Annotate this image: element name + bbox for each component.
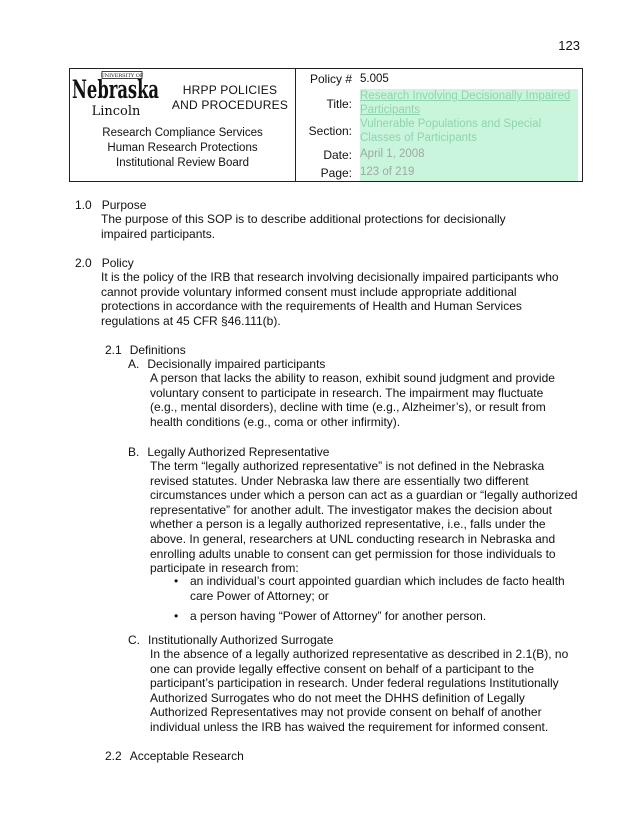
definition-a-heading <box>128 357 325 372</box>
title-row <box>296 89 582 117</box>
svg-text:UNIVERSITY OF: UNIVERSITY OF <box>100 73 144 79</box>
definition-a-letter: A. <box>128 357 140 371</box>
header-right-cell <box>296 69 582 181</box>
definition-c-heading <box>128 633 333 648</box>
section-2-title: Policy <box>101 256 134 270</box>
hrpp-title-line2: AND PROCEDURES <box>171 98 289 112</box>
definition-a-title: Decisionally impaired participants <box>147 357 326 371</box>
section-2-2-number: 2.2 <box>105 749 122 763</box>
policy-label: Policy # <box>309 72 352 86</box>
date-row <box>296 145 582 163</box>
hrpp-title <box>170 83 290 113</box>
list-item: • an individual’s court appointed guardian which includes de facto health care Power of Attorney; or <box>172 574 582 603</box>
definition-b-bullet-list <box>172 574 582 630</box>
section-2-heading <box>75 256 134 271</box>
definition-b-heading <box>128 445 329 460</box>
page-number: 123 <box>558 38 580 53</box>
title-value[interactable]: Research Involving Decisionally Impaired Participants <box>360 89 578 117</box>
section-2-1-number: 2.1 <box>105 343 122 357</box>
section-1-number: 1.0 <box>75 198 92 212</box>
org-line-2: Human Research Protections <box>107 142 258 154</box>
header-left-cell <box>70 69 296 181</box>
svg-text:Lincoln: Lincoln <box>91 104 141 117</box>
definition-b-letter: B. <box>128 445 140 459</box>
definition-c-letter: C. <box>128 633 140 647</box>
definition-c-title: Institutionally Authorized Surrogate <box>148 633 334 647</box>
section-2-2-heading <box>105 749 244 764</box>
svg-text:Nebraska: Nebraska <box>72 75 159 104</box>
definition-c-paragraph: In the absence of a legally authorized representative as described in 2.1(B), no one can provide legally effective consent on behalf of a participant to the participant’s participation in research. Under federal regulations Institutionally Authorized Surrogates who do not meet the DHHS definition of Legally Authorized Representatives may not provide consent on behalf of another individual unless the IRB has waived the requirement for informed consent. <box>150 647 569 734</box>
definition-b-title: Legally Authorized Representative <box>147 445 330 459</box>
section-1-title: Purpose <box>101 198 147 212</box>
purpose-paragraph: The purpose of this SOP is to describe additional protections for decisionally impaired participants. <box>101 212 506 241</box>
section-2-1-title: Definitions <box>129 343 186 357</box>
policy-paragraph: It is the policy of the IRB that research involving decisionally impaired participants who cannot provide voluntary informed consent must include appropriate additional protections in accordance with the requirements of Health and Human Services regulations at 45 CFR §46.111(b). <box>101 270 559 328</box>
section-2-number: 2.0 <box>75 256 92 270</box>
policy-row <box>296 69 582 89</box>
page-row <box>296 163 582 181</box>
date-value: April 1, 2008 <box>360 145 578 163</box>
section-2-1-heading <box>105 343 186 358</box>
definition-b-paragraph: The term “legally authorized representative” is not defined in the Nebraska revised statutes. Under Nebraska law there are essentially two different circumstances under which a person can act as a guardian or “legally authorized representative” for another adult. The investigator makes the decision about whether a person is a legally authorized representative, i.e., falls under the above. In general, researchers at UNL conducting research in Nebraska and enrolling adults unable to consent can get permission for those individuals to participate in research from: <box>150 459 578 576</box>
org-block <box>70 126 295 171</box>
section-value: Vulnerable Populations and Special Classes of Participants <box>360 117 578 145</box>
page-label: Page: <box>320 166 352 180</box>
section-2-2-title: Acceptable Research <box>129 749 244 763</box>
hrpp-title-line1: HRPP POLICIES <box>182 83 278 97</box>
policy-header-table <box>69 68 583 182</box>
title-label: Title: <box>326 97 352 111</box>
list-item: • a person having “Power of Attorney” for another person. <box>172 609 582 624</box>
policy-value: 5.005 <box>360 73 389 85</box>
org-line-1: Research Compliance Services <box>102 127 263 139</box>
page-value: 123 of 219 <box>360 163 578 181</box>
date-label: Date: <box>323 148 352 162</box>
unl-logo <box>72 71 160 117</box>
section-1-heading <box>75 198 146 213</box>
org-line-3: Institutional Review Board <box>116 157 249 169</box>
definition-a-paragraph: A person that lacks the ability to reason, exhibit sound judgment and provide voluntary consent to participate in research. The impairment may fluctuate (e.g., mental disorders), decline with time (e.g., Alzheimer’s), or result from health conditions (e.g., coma or other infirmity). <box>150 371 555 429</box>
section-row <box>296 117 582 145</box>
section-label: Section: <box>308 124 352 138</box>
